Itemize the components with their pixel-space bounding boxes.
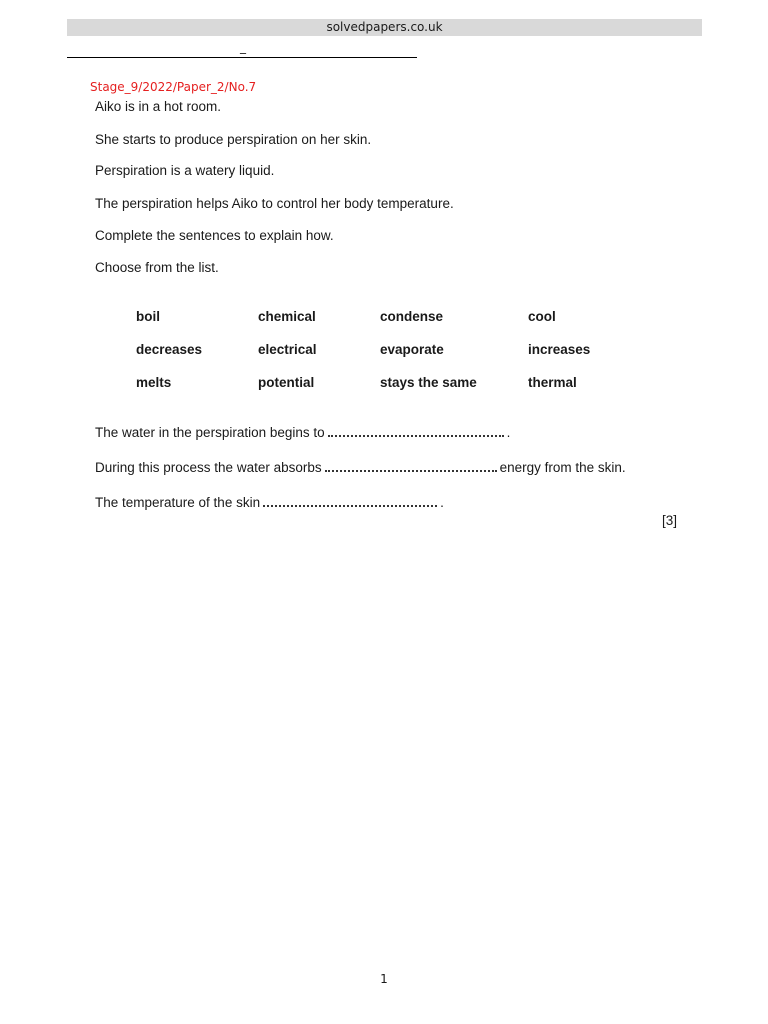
sentence-3-end: .: [440, 495, 444, 510]
word-option: condense: [380, 309, 444, 324]
sentence-1-end: .: [506, 425, 511, 440]
question-line-1: Aiko is in a hot room.: [95, 99, 222, 114]
word-option: electrical: [258, 342, 317, 357]
header-rule: [67, 57, 417, 58]
word-option: potential: [258, 375, 315, 390]
word-option: melts: [136, 375, 172, 390]
question-line-2: She starts to produce perspiration on her skin.: [95, 132, 372, 147]
word-option: boil: [136, 309, 160, 324]
question-reference: Stage_9/2022/Paper_2/No.7: [90, 80, 257, 94]
word-option: cool: [528, 309, 556, 324]
sentence-1-text: The water in the perspiration begins to: [95, 425, 325, 440]
word-option: thermal: [528, 375, 577, 390]
sentence-1: [95, 425, 510, 441]
question-line-5: Complete the sentences to explain how.: [95, 228, 334, 243]
answer-blank-2[interactable]: [325, 467, 497, 472]
sentence-2: [95, 460, 626, 476]
answer-blank-1[interactable]: [328, 432, 504, 437]
marks-label: [3]: [662, 513, 678, 528]
header-underscore: _: [240, 40, 246, 54]
sentence-2-text: During this process the water absorbs: [95, 460, 322, 475]
question-line-3: Perspiration is a watery liquid.: [95, 163, 275, 178]
site-header: solvedpapers.co.uk: [67, 19, 702, 36]
question-line-4: The perspiration helps Aiko to control her body temperature.: [95, 196, 454, 211]
sentence-2-end: energy from the skin.: [499, 460, 626, 475]
word-option: stays the same: [380, 375, 477, 390]
answer-blank-3[interactable]: [263, 502, 437, 507]
word-option: chemical: [258, 309, 316, 324]
question-line-6: Choose from the list.: [95, 260, 219, 275]
sentence-3: [95, 495, 444, 511]
word-option: increases: [528, 342, 591, 357]
word-option: decreases: [136, 342, 203, 357]
page-number: 1: [380, 972, 388, 986]
word-option: evaporate: [380, 342, 444, 357]
sentence-3-text: The temperature of the skin: [95, 495, 261, 510]
